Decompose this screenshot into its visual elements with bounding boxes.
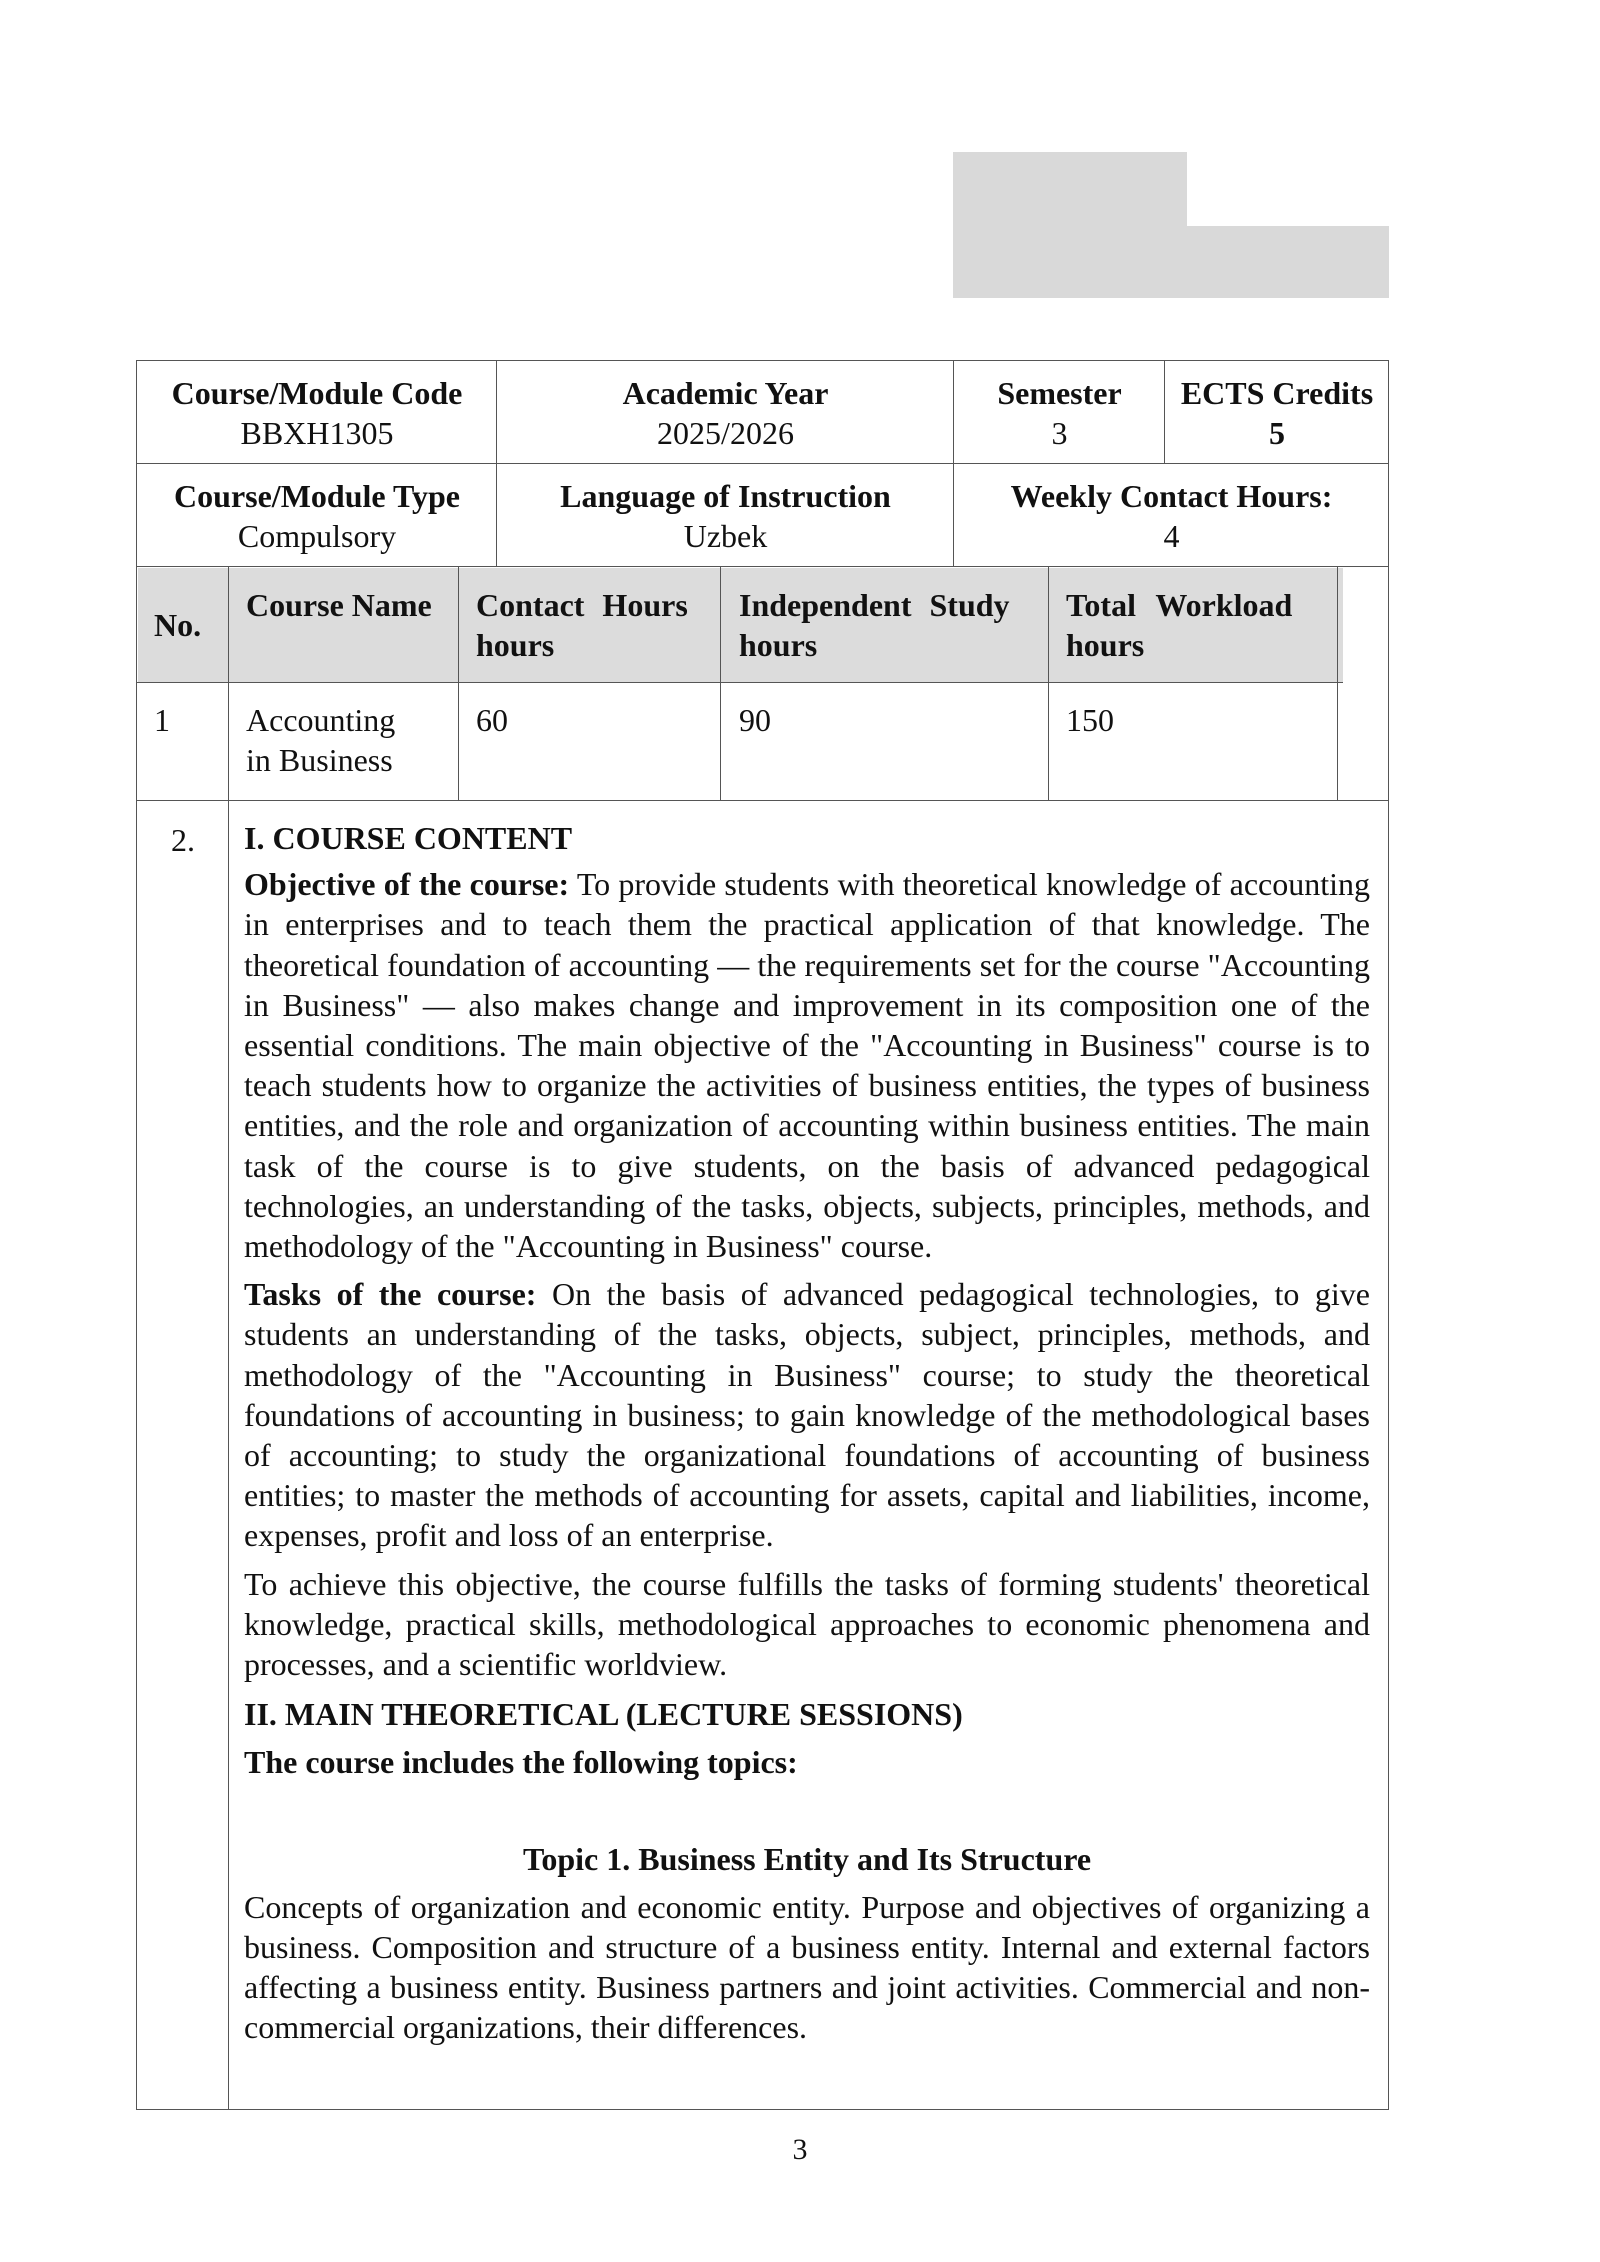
objective-label: Objective of the course: — [244, 866, 570, 903]
redaction-block — [1185, 226, 1389, 298]
achieve-paragraph: To achieve this objective, the course fulfills the tasks of forming students' theoretical knowledge, practical skills, methodological approaches to economic phenomena and processes, and a scientific worldview. — [244, 1565, 1370, 1683]
col-header-contact-hours: Contact Hours hours — [476, 587, 688, 663]
heading-course-content: I. COURSE CONTENT — [244, 820, 573, 856]
course-code-cell — [138, 373, 496, 453]
topic1-text: Concepts of organization and economic entity. Purpose and objectives of organizing a business. Composition and structure of a business entity. Internal and external factors affecting a business entity. Business partners and joint activities. Commercial and non-commercial organizations, their differences. — [244, 1888, 1370, 2046]
language-value: Uzbek — [683, 518, 768, 554]
redaction-block — [953, 152, 1187, 298]
col-header-independent-study: Independent Study hours — [739, 587, 1010, 663]
semester-value: 3 — [1051, 415, 1068, 451]
course-code-value: BBXH1305 — [240, 415, 394, 451]
objective-text: To provide students with theoretical knowledge of accounting in enterprises and to teach them the practical application of that knowledge. The theoretical foundation of accounting — the requirements set for the course "Accounting in Business" — also makes change and improvement in its composition one of the essential conditions. The main objective of the "Accounting in Business" course is to teach students how to organize the activities of business entities, the types of business entities, and the role and organization of accounting within business entities. The main task of the course is to give students, on the basis of advanced pedagogical technologies, an understanding of the tasks, objects, subjects, principles, methods, and methodology of the "Accounting in Business" course. — [244, 866, 1370, 1265]
row-no: 1 — [154, 702, 170, 738]
course-content — [244, 818, 1370, 2056]
objective-paragraph — [244, 864, 1370, 1266]
col-header-no: No. — [154, 607, 202, 643]
academic-year-label: Academic Year — [622, 375, 829, 411]
col-header-total-workload: Total Workload hours — [1066, 587, 1293, 663]
heading-topics-intro: The course includes the following topics: — [244, 1744, 798, 1781]
tasks-text: On the basis of advanced pedagogical technologies, to give students an understanding of the tasks, objects, subject, principles, methods, and methodology of the "Accounting in Business" course; to study the theoretical foundations of accounting in business; to gain knowledge of the methodological bases of accounting; to study the organizational foundations of accounting of business entities; to master the methods of accounting for assets, capital and liabilities, income, expenses, profit and loss of an enterprise. — [244, 1276, 1371, 1554]
heading-main-theoretical: II. MAIN THEORETICAL (LECTURE SESSIONS) — [244, 1696, 963, 1733]
semester-cell — [955, 373, 1164, 453]
academic-year-cell — [498, 373, 953, 453]
row-independent-study: 90 — [739, 702, 771, 738]
tasks-paragraph — [244, 1274, 1370, 1555]
course-type-label: Course/Module Type — [174, 478, 460, 514]
academic-year-value: 2025/2026 — [657, 415, 794, 451]
ects-credits-cell — [1166, 373, 1388, 453]
col-header-course-name: Course Name — [246, 587, 432, 623]
page-number: 3 — [792, 2133, 808, 2166]
tasks-label: Tasks of the course: — [244, 1276, 537, 1313]
ects-credits-value: 5 — [1269, 415, 1285, 451]
weekly-hours-value: 4 — [1163, 518, 1180, 554]
row-total-workload: 150 — [1066, 702, 1114, 738]
language-label: Language of Instruction — [560, 478, 891, 514]
weekly-hours-cell — [955, 476, 1388, 556]
row-course-name: Accounting in Business — [246, 702, 396, 778]
course-type-cell — [138, 476, 496, 556]
topic1-title: Topic 1. Business Entity and Its Structure — [522, 1840, 1092, 1877]
ects-credits-label: ECTS Credits — [1180, 375, 1374, 411]
section-number: 2. — [171, 822, 195, 858]
course-code-label: Course/Module Code — [171, 375, 463, 411]
row-contact-hours: 60 — [476, 702, 508, 738]
weekly-hours-label: Weekly Contact Hours: — [1010, 478, 1333, 514]
semester-label: Semester — [997, 375, 1122, 411]
course-type-value: Compulsory — [237, 518, 397, 554]
language-cell — [498, 476, 953, 556]
